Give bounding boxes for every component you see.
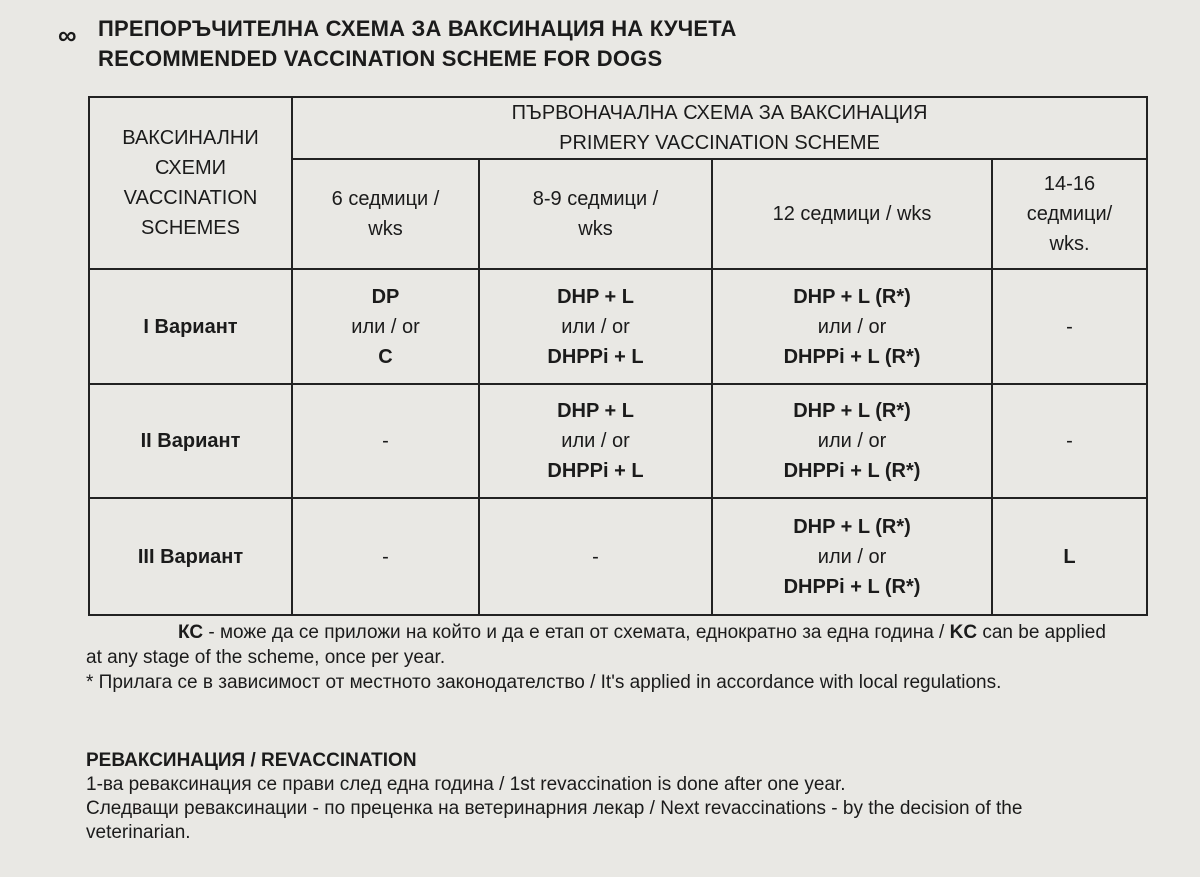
vaccine-code: DHPPi + L (R*)	[783, 345, 921, 368]
age-line: 6 седмици /	[331, 188, 440, 210]
vaccine-code: DHPPi + L (R*)	[783, 575, 921, 598]
or-text: или / or	[817, 315, 887, 338]
cell-12wk	[712, 269, 992, 384]
or-text: или / or	[817, 430, 887, 452]
vaccine-code: DHPPi + L (R*)	[783, 460, 921, 482]
variant-label: II Вариант	[89, 384, 292, 498]
group-header	[292, 97, 1147, 159]
cell-14-16wk: -	[992, 269, 1147, 384]
variant-label: I Вариант	[89, 269, 292, 384]
table-row	[89, 384, 1147, 498]
or-text: или / or	[561, 315, 630, 338]
page-title	[98, 14, 737, 74]
or-text: или / or	[561, 430, 630, 452]
revaccination-heading: РЕВАКСИНАЦИЯ / REVACCINATION	[86, 750, 417, 771]
star-note: * Прилага се в зависимост от местното законодателство / It's applied in accordance with local regulations.	[86, 672, 1002, 693]
cell-8-9wk	[479, 384, 712, 498]
cell-6wk: -	[292, 384, 479, 498]
or-text: или / or	[351, 315, 420, 338]
cell-14-16wk: L	[992, 498, 1147, 615]
corner-header	[89, 97, 292, 269]
or-text: или / or	[817, 545, 887, 568]
age-line: 12 седмици / wks	[772, 203, 932, 225]
table-row	[89, 498, 1147, 615]
title-en: RECOMMENDED VACCINATION SCHEME FOR DOGS	[98, 46, 663, 71]
corner-line: SCHEMES	[141, 217, 240, 239]
infinity-icon: ∞	[58, 20, 77, 50]
vaccine-code: DHP + L (R*)	[793, 400, 911, 422]
age-6-header	[292, 159, 479, 269]
age-12-header	[712, 159, 992, 269]
vaccine-code: DHPPi + L	[547, 345, 644, 368]
corner-line: ВАКСИНАЛНИ	[122, 127, 259, 149]
age-line: wks.	[1049, 233, 1090, 255]
kc-text-bg: - може да се приложи на който и да е етап от схемата, еднократно за една година /	[203, 622, 950, 643]
vaccine-code: C	[378, 345, 393, 368]
age-14-16-header	[992, 159, 1147, 269]
vaccine-code: DHP + L (R*)	[793, 515, 911, 538]
revaccination-line: Следващи реваксинации - по преценка на ветеринарния лекар / Next revaccinations - by the decision of the veterinarian.	[86, 798, 1023, 843]
vaccine-code: DHP + L (R*)	[793, 285, 911, 308]
cell-12wk	[712, 498, 992, 615]
cell-12wk	[712, 384, 992, 498]
cell-6wk	[292, 269, 479, 384]
kc-label-en: KC	[949, 622, 978, 643]
group-header-en: PRIMERY VACCINATION SCHEME	[559, 132, 880, 154]
kc-note	[86, 620, 1106, 670]
corner-line: СХЕМИ	[154, 157, 227, 179]
revaccination-text	[86, 773, 1096, 845]
cell-6wk: -	[292, 498, 479, 615]
age-line: wks	[578, 218, 613, 240]
vaccine-code: DP	[371, 285, 400, 308]
corner-line: VACCINATION	[123, 187, 258, 209]
vaccine-code: DHPPi + L	[547, 460, 644, 482]
age-line: 14-16	[1043, 173, 1096, 195]
kc-text-en: can be applied at any stage of the scheme, once per year.	[86, 622, 1106, 668]
age-8-9-header	[479, 159, 712, 269]
table-row	[89, 269, 1147, 384]
vaccine-code: DHP + L	[557, 285, 634, 308]
vaccination-table	[88, 96, 1148, 616]
age-line: wks	[368, 218, 403, 240]
cell-8-9wk	[479, 269, 712, 384]
cell-14-16wk: -	[992, 384, 1147, 498]
cell-8-9wk: -	[479, 498, 712, 615]
variant-label: III Вариант	[89, 498, 292, 615]
age-line: седмици/	[1026, 203, 1113, 225]
footnotes	[86, 620, 1106, 695]
revaccination-line: 1-ва реваксинация се прави след една година / 1st revaccination is done after one year.	[86, 774, 846, 795]
vaccine-code: DHP + L	[557, 400, 634, 422]
kc-label: КС	[178, 622, 204, 643]
title-bg: ПРЕПОРЪЧИТЕЛНА СХЕМА ЗА ВАКСИНАЦИЯ НА КУЧЕТА	[98, 16, 737, 41]
age-line: 8-9 седмици /	[532, 188, 659, 210]
group-header-bg: ПЪРВОНАЧАЛНА СХЕМА ЗА ВАКСИНАЦИЯ	[511, 102, 928, 124]
